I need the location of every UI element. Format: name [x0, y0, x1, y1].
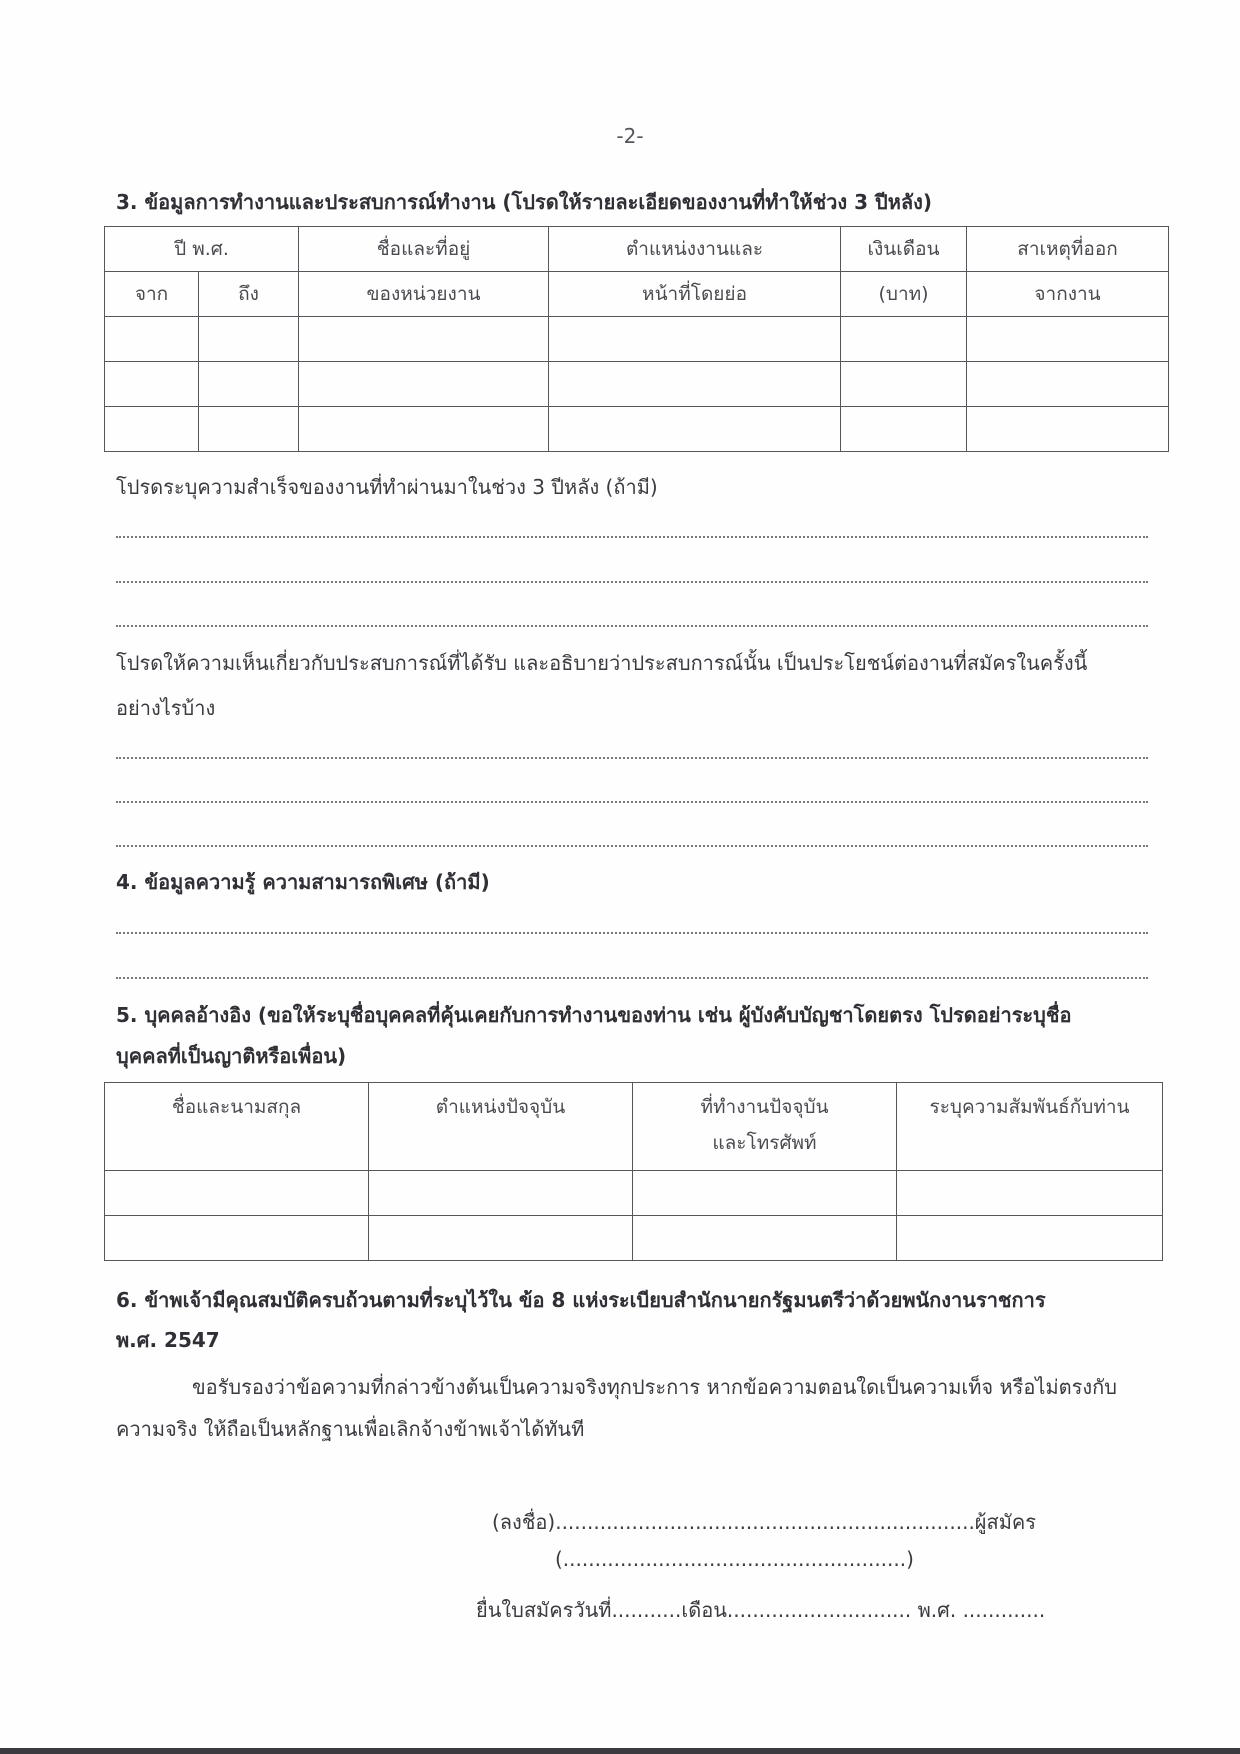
cell-salary[interactable]: [841, 317, 967, 362]
work-history-row[interactable]: [105, 317, 1169, 362]
header-org-line1: ชื่อและที่อยู่: [299, 227, 549, 272]
cell-salary[interactable]: [841, 362, 967, 407]
references-table: [104, 1082, 1163, 1261]
cell-reason[interactable]: [967, 362, 1169, 407]
header-from: จาก: [105, 272, 199, 317]
header-salary-line1: เงินเดือน: [841, 227, 967, 272]
skills-line[interactable]: [116, 977, 1148, 979]
work-history-header-row-1: [105, 227, 1169, 272]
achievements-line[interactable]: [116, 536, 1148, 538]
achievements-prompt: โปรดระบุความสำเร็จของงานที่ทำผ่านมาในช่วง 3 ปีหลัง (ถ้ามี): [116, 475, 658, 499]
section-6-heading-line1: 6. ข้าพเจ้ามีคุณสมบัติครบถ้วนตามที่ระบุไว้ใน ข้อ 8 แห่งระเบียบสำนักนายกรัฐมนตรีว่าด้วยพนักงานราชการ: [116, 1288, 1046, 1312]
cell-from[interactable]: [105, 407, 199, 452]
cell-ref-name[interactable]: [105, 1216, 369, 1261]
cell-from[interactable]: [105, 317, 199, 362]
work-history-table: [104, 226, 1169, 452]
applicant-name-line[interactable]: (......................................................): [555, 1547, 914, 1571]
work-history-header-row-2: [105, 272, 1169, 317]
header-reason-line1: สาเหตุที่ออก: [967, 227, 1169, 272]
skills-line[interactable]: [116, 932, 1148, 934]
experience-prompt-line2: อย่างไรบ้าง: [116, 696, 216, 720]
header-workplace-line2: และโทรศัพท์: [712, 1132, 817, 1154]
cell-position[interactable]: [549, 362, 841, 407]
cell-reason[interactable]: [967, 317, 1169, 362]
header-relationship: ระบุความสัมพันธ์กับท่าน: [897, 1083, 1163, 1171]
experience-line[interactable]: [116, 801, 1148, 803]
page-bottom-edge: [0, 1748, 1240, 1754]
cell-ref-relationship[interactable]: [897, 1171, 1163, 1216]
experience-line[interactable]: [116, 757, 1148, 759]
references-header-row: [105, 1083, 1163, 1171]
achievements-line[interactable]: [116, 581, 1148, 583]
certify-line2: ความจริง ให้ถือเป็นหลักฐานเพื่อเลิกจ้างข้าพเจ้าได้ทันที: [116, 1417, 585, 1441]
cell-from[interactable]: [105, 362, 199, 407]
cell-position[interactable]: [549, 317, 841, 362]
section-3-heading: 3. ข้อมูลการทำงานและประสบการณ์ทำงาน (โปรดให้รายละเอียดของงานที่ทำให้ช่วง 3 ปีหลัง): [116, 190, 933, 214]
cell-position[interactable]: [549, 407, 841, 452]
header-workplace-line1: ที่ทำงานปัจจุบัน: [700, 1096, 829, 1118]
header-to: ถึง: [199, 272, 299, 317]
section-5-heading-line1: 5. บุคคลอ้างอิง (ขอให้ระบุชื่อบุคคลที่คุ้นเคยกับการทำงานของท่าน เช่น ผู้บังคับบัญชาโดยตรง โปรดอย่าระบุชื่อ: [116, 1003, 1072, 1027]
cell-org[interactable]: [299, 407, 549, 452]
cell-ref-position[interactable]: [369, 1216, 633, 1261]
header-reason-line2: จากงาน: [967, 272, 1169, 317]
section-5-heading-line2: บุคคลที่เป็นญาติหรือเพื่อน): [116, 1044, 347, 1068]
experience-prompt-line1: โปรดให้ความเห็นเกี่ยวกับประสบการณ์ที่ได้รับ และอธิบายว่าประสบการณ์นั้น เป็นประโยชน์ต่องานที่สมัครในครั้งนี้: [116, 651, 1088, 675]
work-history-row[interactable]: [105, 407, 1169, 452]
header-workplace: [633, 1083, 897, 1171]
cell-ref-name[interactable]: [105, 1171, 369, 1216]
cell-ref-workplace[interactable]: [633, 1216, 897, 1261]
cell-org[interactable]: [299, 362, 549, 407]
cell-org[interactable]: [299, 317, 549, 362]
cell-ref-workplace[interactable]: [633, 1171, 897, 1216]
cell-salary[interactable]: [841, 407, 967, 452]
cell-ref-position[interactable]: [369, 1171, 633, 1216]
header-current-position: ตำแหน่งปัจจุบัน: [369, 1083, 633, 1171]
certify-line1: ขอรับรองว่าข้อความที่กล่าวข้างต้นเป็นความจริงทุกประการ หากข้อความตอนใดเป็นความเท็จ หรือไม่ตรงกับ: [192, 1375, 1117, 1399]
work-history-row[interactable]: [105, 362, 1169, 407]
signature-line[interactable]: (ลงชื่อ)..................................................................ผู้สมัคร: [492, 1510, 1037, 1534]
section-6-heading-line2: พ.ศ. 2547: [116, 1328, 220, 1352]
header-org-line2: ของหน่วยงาน: [299, 272, 549, 317]
cell-to[interactable]: [199, 362, 299, 407]
achievements-line[interactable]: [116, 625, 1148, 627]
application-date-line[interactable]: ยื่นใบสมัครวันที่...........เดือน............................. พ.ศ. .............: [476, 1598, 1046, 1622]
experience-line[interactable]: [116, 845, 1148, 847]
reference-row[interactable]: [105, 1171, 1163, 1216]
cell-reason[interactable]: [967, 407, 1169, 452]
header-year: ปี พ.ศ.: [105, 227, 299, 272]
header-salary-line2: (บาท): [841, 272, 967, 317]
cell-ref-relationship[interactable]: [897, 1216, 1163, 1261]
page-number: -2-: [616, 124, 644, 148]
cell-to[interactable]: [199, 407, 299, 452]
header-name: ชื่อและนามสกุล: [105, 1083, 369, 1171]
reference-row[interactable]: [105, 1216, 1163, 1261]
header-position-line2: หน้าที่โดยย่อ: [549, 272, 841, 317]
header-position-line1: ตำแหน่งงานและ: [549, 227, 841, 272]
cell-to[interactable]: [199, 317, 299, 362]
section-4-heading: 4. ข้อมูลความรู้ ความสามารถพิเศษ (ถ้ามี): [116, 870, 490, 894]
